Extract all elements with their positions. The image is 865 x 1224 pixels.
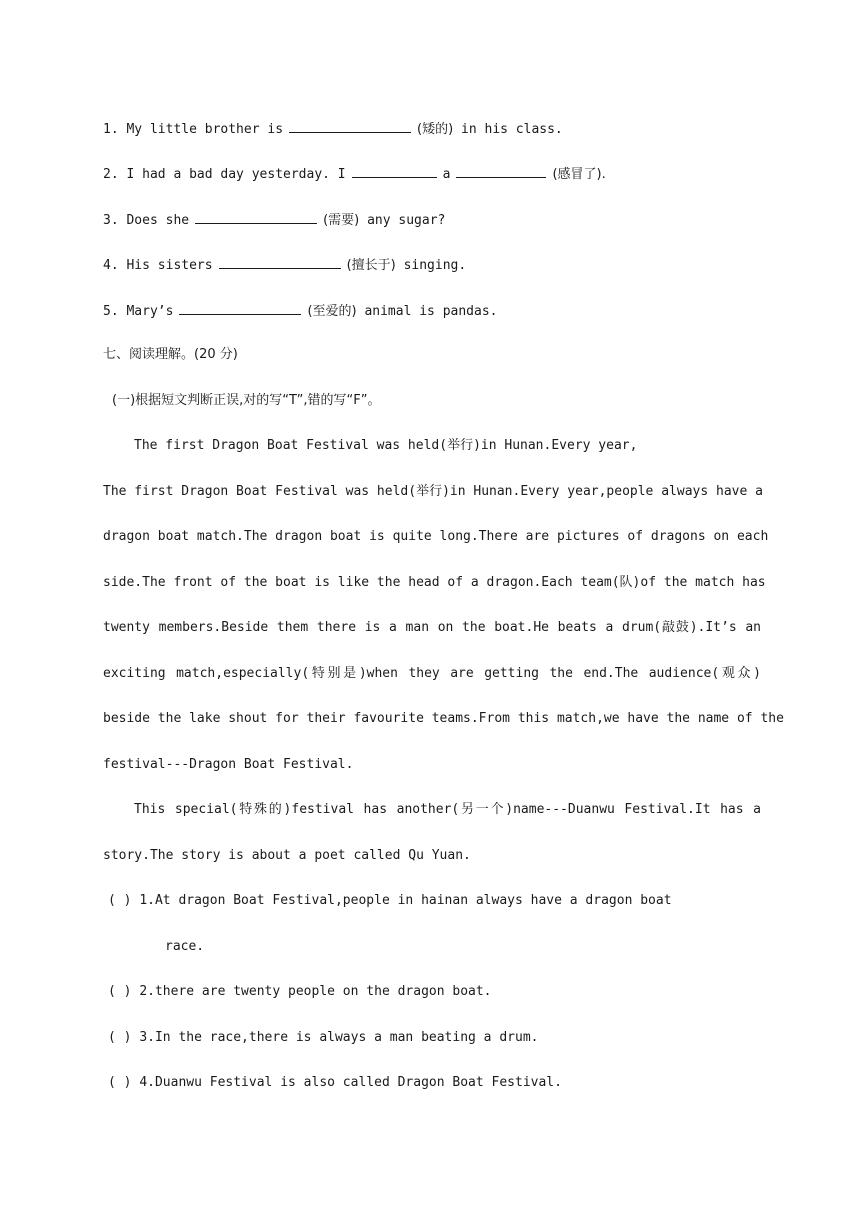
passage-line: festival---Dragon Boat Festival. bbox=[103, 757, 354, 772]
chinese-hint: (需要) bbox=[323, 213, 360, 228]
item-text-after: singing. bbox=[403, 258, 467, 273]
item-text-mid: a bbox=[442, 167, 451, 182]
fill-in-item-4 bbox=[103, 255, 466, 275]
fill-in-item-1 bbox=[103, 119, 563, 139]
answer-bracket[interactable]: ( ) bbox=[108, 984, 132, 999]
answer-blank[interactable] bbox=[352, 164, 437, 178]
question-text: 2.there are twenty people on the dragon boat. bbox=[139, 984, 492, 999]
question-text: 3.In the race,there is always a man beating a drum. bbox=[139, 1030, 539, 1045]
tf-question-4 bbox=[108, 1074, 562, 1092]
question-text: 1.At dragon Boat Festival,people in hainan always have a dragon boat bbox=[139, 893, 672, 908]
passage-line: beside the lake shout for their favourite teams.From this match,we have the name of the bbox=[103, 711, 784, 726]
tf-question-1 bbox=[108, 892, 672, 910]
passage-line: side.The front of the boat is like the head of a dragon.Each team(队)of the match has bbox=[103, 575, 766, 590]
question-text: 4.Duanwu Festival is also called Dragon Boat Festival. bbox=[139, 1075, 562, 1090]
chinese-hint: (感冒了). bbox=[552, 167, 606, 182]
chinese-hint: (矮的) bbox=[417, 122, 454, 137]
chinese-hint: (擅长于) bbox=[346, 258, 396, 273]
item-text-after: animal is pandas. bbox=[364, 304, 498, 319]
passage-line: This special(特殊的)festival has another(另一个)name---Duanwu Festival.It has a bbox=[134, 802, 761, 817]
tf-question-1-continued: race. bbox=[165, 939, 205, 954]
tf-question-2 bbox=[108, 983, 492, 1001]
item-number: 2. bbox=[103, 167, 119, 182]
item-text-before: Does she bbox=[126, 213, 190, 228]
passage-intro: The first Dragon Boat Festival was held(举行)in Hunan.Every year, bbox=[134, 438, 638, 453]
item-text-after: any sugar? bbox=[367, 213, 446, 228]
section-title: 七、阅读理解。(20 分) bbox=[103, 347, 238, 362]
fill-in-item-2 bbox=[103, 164, 606, 184]
item-number: 1. bbox=[103, 122, 119, 137]
item-text-before: Mary’s bbox=[126, 304, 174, 319]
item-number: 5. bbox=[103, 304, 119, 319]
answer-blank[interactable] bbox=[289, 119, 411, 133]
answer-bracket[interactable]: ( ) bbox=[108, 893, 132, 908]
passage-line: The first Dragon Boat Festival was held(举行)in Hunan.Every year,people always have a bbox=[103, 484, 763, 499]
fill-in-item-5 bbox=[103, 301, 498, 321]
item-number: 4. bbox=[103, 258, 119, 273]
fill-in-item-3 bbox=[103, 210, 445, 230]
answer-bracket[interactable]: ( ) bbox=[108, 1030, 132, 1045]
passage-line: exciting match,especially(特别是)when they are getting the end.The audience(观众) bbox=[103, 666, 761, 681]
passage-line: dragon boat match.The dragon boat is quite long.There are pictures of dragons on each bbox=[103, 529, 769, 544]
chinese-hint: (至爱的) bbox=[307, 304, 357, 319]
answer-blank[interactable] bbox=[179, 301, 301, 315]
passage-line: twenty members.Beside them there is a man on the boat.He beats a drum(敲鼓).It’s an bbox=[103, 620, 761, 635]
answer-bracket[interactable]: ( ) bbox=[108, 1075, 132, 1090]
item-number: 3. bbox=[103, 213, 119, 228]
section-subtitle: (一)根据短文判断正误,对的写“T”,错的写“F”。 bbox=[112, 393, 381, 408]
item-text-before: I had a bad day yesterday. I bbox=[126, 167, 346, 182]
answer-blank[interactable] bbox=[456, 164, 546, 178]
answer-blank[interactable] bbox=[219, 255, 341, 269]
item-text-before: My little brother is bbox=[126, 122, 284, 137]
answer-blank[interactable] bbox=[195, 210, 317, 224]
item-text-after: in his class. bbox=[461, 122, 563, 137]
passage-line: story.The story is about a poet called Qu Yuan. bbox=[103, 848, 471, 863]
item-text-before: His sisters bbox=[126, 258, 213, 273]
tf-question-3 bbox=[108, 1029, 538, 1047]
